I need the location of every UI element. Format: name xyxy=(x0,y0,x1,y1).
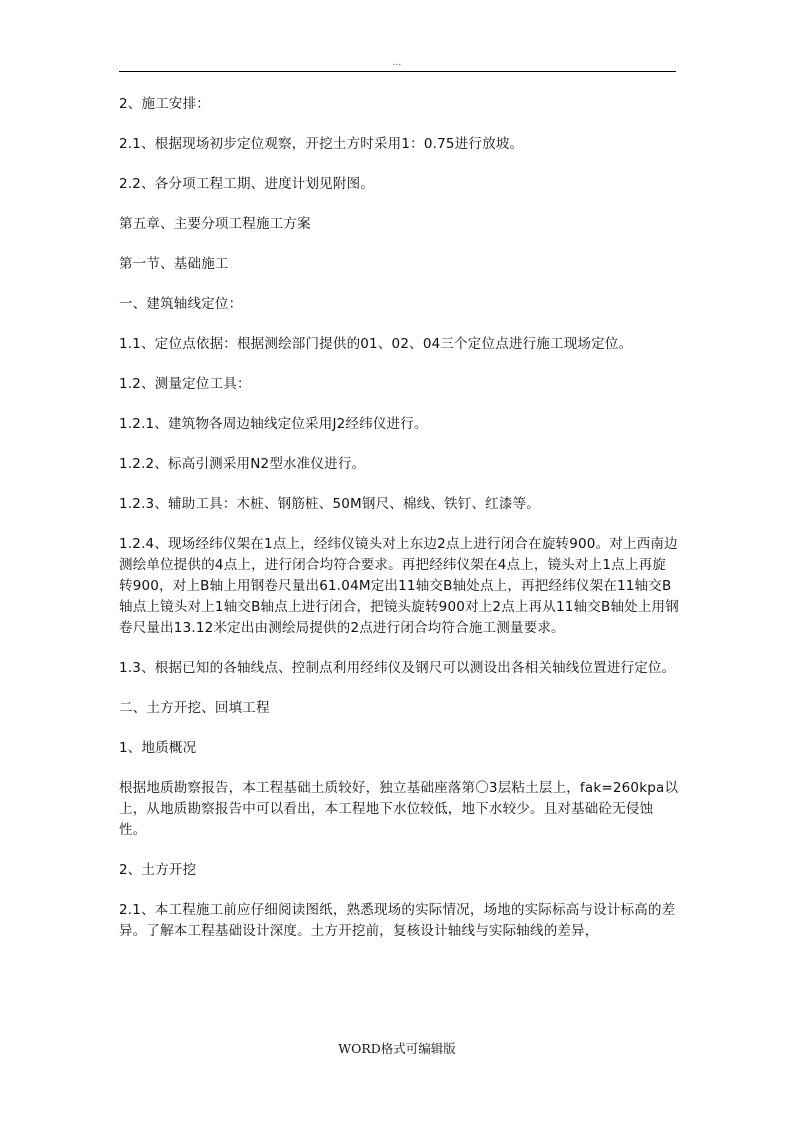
paragraph-1-1: 1.1、定位点依据：根据测绘部门提供的01、02、04三个定位点进行施工现场定位。 xyxy=(119,336,633,352)
paragraph-2-1: 2.1、根据现场初步定位观察，开挖土方时采用1：0.75进行放坡。 xyxy=(119,136,524,152)
paragraph-1-2-1: 1.2.1、建筑物各周边轴线定位采用J2经纬仪进行。 xyxy=(119,416,428,432)
subheading-earthwork: 二、土方开挖、回填工程 xyxy=(119,700,270,716)
subheading-geology: 1、地质概况 xyxy=(119,740,197,756)
footer-text: WORD格式可编辑版 xyxy=(338,1041,456,1056)
paragraph-2-2: 2.2、各分项工程工期、进度计划见附图。 xyxy=(119,176,374,192)
document-body xyxy=(119,94,679,961)
header-mark: ... xyxy=(392,58,402,68)
paragraph-1-2: 1.2、测量定位工具： xyxy=(119,376,251,392)
paragraph-1-2-4: 1.2.4、现场经纬仪架在1点上，经纬仪镜头对上东边2点上进行闭合在旋转900。对上西南边测绘单位提供的4点上，进行闭合均符合要求。再把经纬仪架在4点上，镜头对上1点上再旋转900，对上B轴上用钢卷尺量出61.04M定出11轴交B轴处点上，再把经纬仪架在11轴交B轴点上镜头对上1轴交B轴点上进行闭合，把镜头旋转900对上2点上再从11轴交B轴处上用钢卷尺量出13.12米定出由测绘局提供的2点进行闭合均符合施工测量要求。 xyxy=(119,536,679,636)
chapter-heading-5: 第五章、主要分项工程施工方案 xyxy=(119,216,311,232)
section-heading-construction-arrangement: 2、施工安排： xyxy=(119,96,210,112)
paragraph-geology-report: 根据地质勘察报告，本工程基础土质较好，独立基础座落第〇3层粘土层上，fak=260kpa以上，从地质勘察报告中可以看出，本工程地下水位较低，地下水较少。且对基础砼无侵蚀性。 xyxy=(119,780,679,838)
subheading-axis-positioning: 一、建筑轴线定位： xyxy=(119,296,243,312)
paragraph-1-3: 1.3、根据已知的各轴线点、控制点利用经纬仪及钢尺可以测设出各相关轴线位置进行定位。 xyxy=(119,660,676,676)
subheading-excavation: 2、土方开挖 xyxy=(119,862,197,878)
paragraph-excavation-2-1: 2.1、本工程施工前应仔细阅读图纸，熟悉现场的实际情况，场地的实际标高与设计标高的差异。了解本工程基础设计深度。土方开挖前，复核设计轴线与实际轴线的差异， xyxy=(119,902,676,939)
paragraph-1-2-2: 1.2.2、标高引测采用N2型水准仪进行。 xyxy=(119,456,366,472)
paragraph-1-2-3: 1.2.3、辅助工具：木桩、钢筋桩、50M钢尺、棉线、铁钉、红漆等。 xyxy=(119,496,540,512)
section-heading-foundation: 第一节、基础施工 xyxy=(119,256,229,272)
header-rule xyxy=(119,71,676,72)
